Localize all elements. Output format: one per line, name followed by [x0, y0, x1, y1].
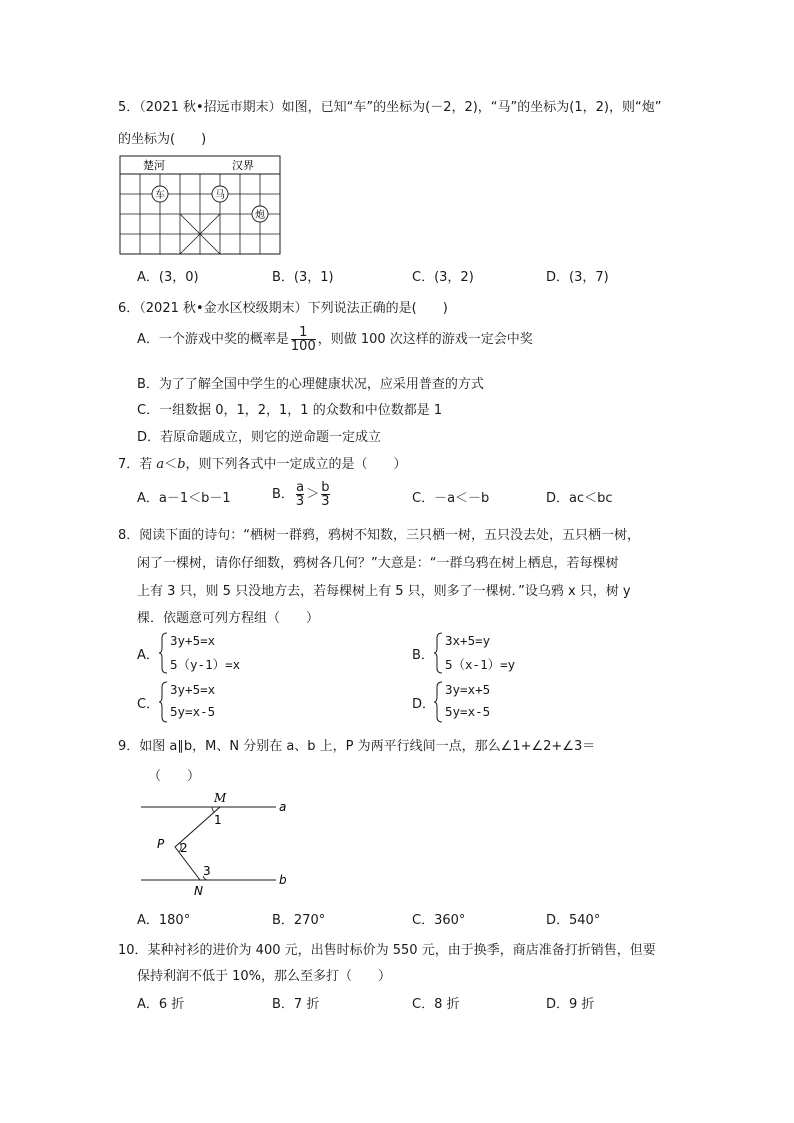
q7-option-d[interactable]: D．ac＜bc [546, 491, 613, 506]
brace-icon [158, 632, 168, 674]
q9-stem-line2: （ ） [148, 769, 201, 784]
q5-option-c[interactable]: C．(3，2) [412, 270, 474, 285]
brace-icon [158, 681, 168, 723]
svg-text:炮: 炮 [255, 210, 265, 221]
label-b: b [279, 873, 287, 887]
q8-option-b-label[interactable]: B． [412, 648, 434, 663]
q5-option-d[interactable]: D．(3，7) [546, 270, 609, 285]
q6-option-d[interactable]: D．若原命题成立，则它的逆命题一定成立 [137, 430, 382, 445]
piece-pao [252, 206, 268, 222]
q6-option-a[interactable]: A．一个游戏中奖的概率是 $\frac{1}{100}$ ，则做 100 次这样的游戏一定会中奖 [137, 325, 533, 354]
q10-stem-line1: 10．某种衬衫的进价为 400 元，出售时标价为 550 元，由于换季，商店准备打折销售，但要 [118, 943, 656, 958]
label-p: P [157, 837, 165, 851]
q8-option-c-label[interactable]: C． [137, 697, 160, 712]
q5-stem-line2: 的坐标为( ) [118, 132, 207, 147]
q8-option-d-label[interactable]: D． [412, 697, 436, 712]
parallel-lines-figure [136, 788, 296, 898]
q7-stem: 7．若 a＜b，则下列各式中一定成立的是（ ） [118, 457, 407, 472]
q10-option-b[interactable]: B．7 折 [272, 997, 320, 1012]
q6-stem: 6．（2021 秋•金水区校级期末）下列说法正确的是( ) [118, 301, 448, 316]
q9-option-d[interactable]: D．540° [546, 913, 601, 928]
label-a: a [279, 800, 287, 814]
q6-option-b[interactable]: B．为了了解全国中学生的心理健康状况，应采用普查的方式 [137, 377, 484, 392]
probability-fraction: $\frac{1}{100}$ [290, 325, 316, 354]
brace-icon [433, 681, 443, 723]
river-label-left: 楚河 [143, 159, 165, 172]
piece-che [152, 186, 168, 202]
river-label-right: 汉界 [232, 159, 254, 172]
q8-stem-line4: 棵．依题意可列方程组（ ） [137, 611, 320, 626]
q8-stem-line2: 闲了一棵树，请你仔细数，鸦树各几何？”大意是：“一群乌鸦在树上栖息，若每棵树 [137, 556, 619, 571]
q7-option-b[interactable]: B． $\frac{a}{3}$ ＞ $\frac{b}{3}$ [272, 480, 330, 509]
q7-option-a[interactable]: A．a－1＜b－1 [137, 491, 231, 506]
q5-stem-line1: 5．（2021 秋•招远市期末）如图，已知“车”的坐标为(－2，2)，“马”的坐标为(1，2)，则“炮” [118, 100, 662, 115]
svg-text:马: 马 [215, 190, 225, 201]
q10-option-d[interactable]: D．9 折 [546, 997, 595, 1012]
q10-option-c[interactable]: C．8 折 [412, 997, 460, 1012]
q8-option-a-label[interactable]: A． [137, 648, 159, 663]
q9-stem-line1: 9．如图 a∥b，M、N 分别在 a、b 上，P 为两平行线间一点，那么∠1+∠2+∠3＝ [118, 739, 596, 754]
brace-icon [433, 632, 443, 674]
q6-option-c[interactable]: C．一组数据 0，1，2，1，1 的众数和中位数都是 1 [137, 403, 443, 418]
q5-option-a[interactable]: A．(3，0) [137, 270, 199, 285]
q10-stem-line2: 保持利润不低于 10%，那么至多打（ ） [137, 969, 392, 984]
piece-ma [212, 186, 228, 202]
q10-option-a[interactable]: A．6 折 [137, 997, 185, 1012]
q9-option-b[interactable]: B．270° [272, 913, 326, 928]
svg-text:车: 车 [155, 190, 165, 201]
label-n: N [194, 884, 203, 898]
q8-stem-line1: 8．阅读下面的诗句：“栖树一群鸦，鸦树不知数，三只栖一树，五只没去处，五只栖一树， [118, 528, 641, 543]
q5-option-b[interactable]: B．(3，1) [272, 270, 334, 285]
label-angle-2: 2 [180, 841, 188, 855]
label-m: M [214, 791, 227, 805]
q9-option-a[interactable]: A．180° [137, 913, 191, 928]
q9-option-c[interactable]: C．360° [412, 913, 466, 928]
label-angle-1: 1 [214, 813, 222, 827]
q7-option-c[interactable]: C．－a＜－b [412, 491, 490, 506]
label-angle-3: 3 [203, 864, 211, 878]
chess-board-figure [119, 155, 283, 256]
q8-stem-line3: 上有 3 只，则 5 只没地方去，若每棵树上有 5 只，则多了一棵树．”设乌鸦 x 只，树 y [137, 584, 631, 599]
